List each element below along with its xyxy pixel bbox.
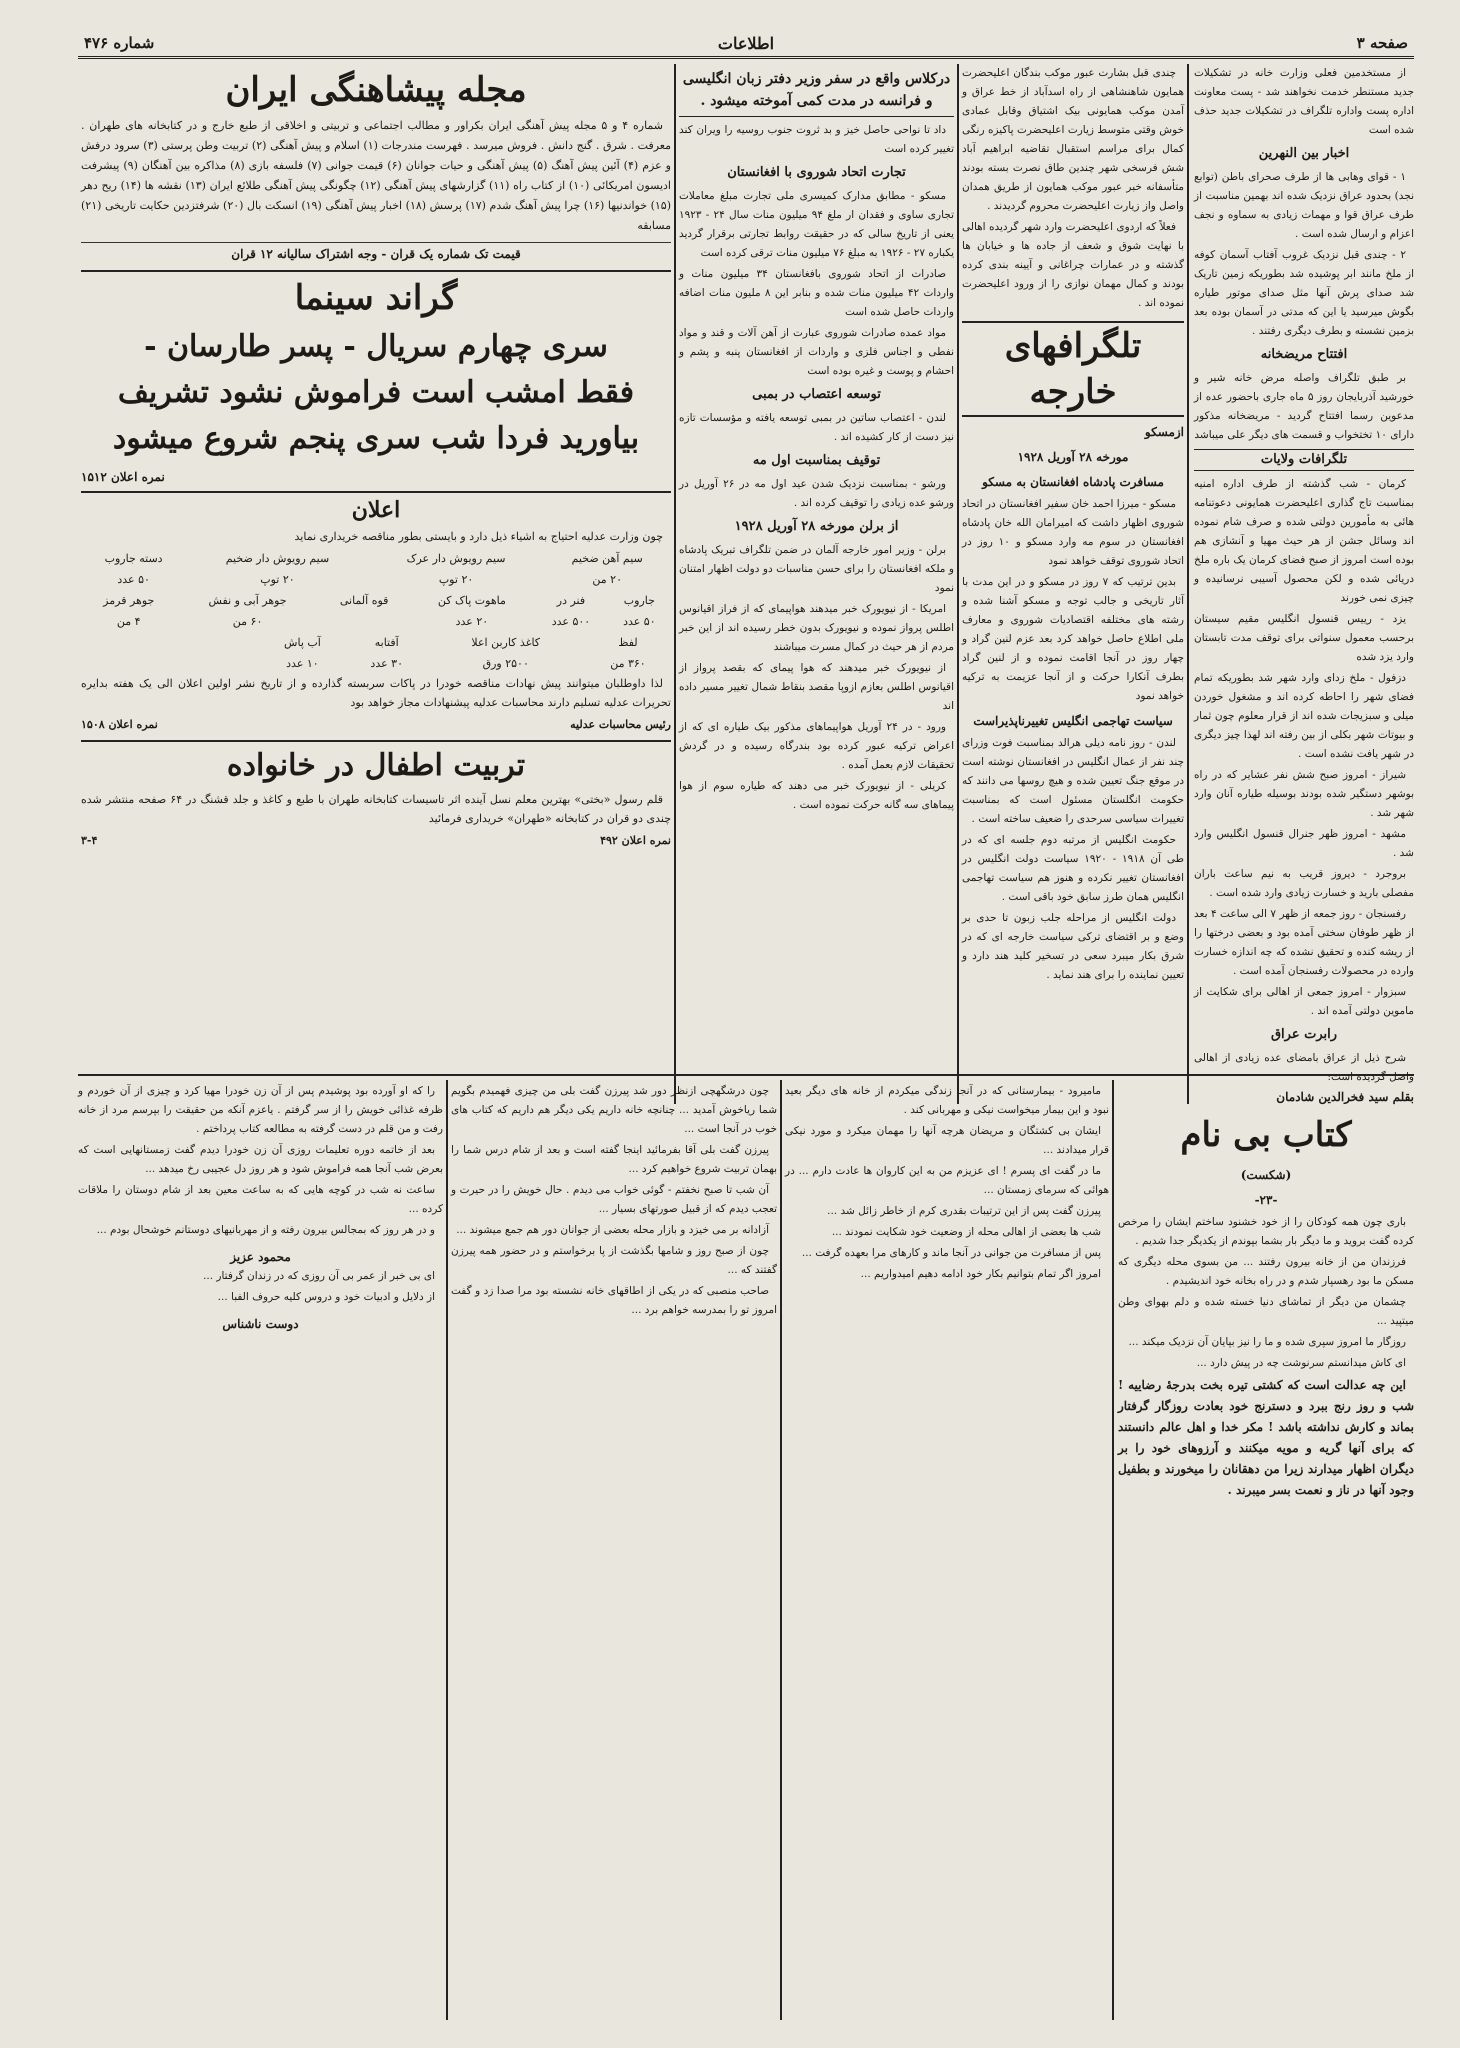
table-cell: ۲۰ توپ [438, 573, 474, 586]
headline: توقیف بمناسبت اول مه [752, 453, 881, 468]
table-cell: فنر در [556, 594, 586, 607]
article-text: از نیویورک خبر میدهند که هوا پیمای که بقصد پرواز از اقیانوس اطلس بعازم ازوپا مقصد بنقاط شمال تغییر مسیر داده اند [679, 662, 954, 712]
family-book-text: قلم رسول «بختی» بهترین معلم نسل آینده اثر تاسیسات کتابخانه طهران با طبع و کاغذ و جلد قشنگ در ۶۴ صفحه منتشر شده چندی دو قران در کتابخانه «طهران» خریداری فرمائید [81, 793, 671, 825]
article-text: ۱ - قوای وهابی ها از طرف صحرای باطن (توابع نجد) بحدود عراق نزدیک شده اند بهمین مناسبت از طرف عراق قوا و مهمات زیادی به سماوه و نجف اعزام و ارسال شده است . [1194, 171, 1414, 240]
items-table [258, 632, 671, 674]
headline: تلگرافات ولایات [1194, 449, 1414, 471]
cinema-title: گراند سینما [294, 278, 458, 318]
article-text: پیرزن گفت پس از این ترتیبات بقدری کرم از خاطر زائل شد ... [827, 1205, 1101, 1217]
table-cell: آب پاش [284, 636, 321, 649]
book-serial [1118, 1082, 1414, 2017]
book-subtitle: (شکست) [1240, 1168, 1292, 1182]
cinema-line: فقط امشب است فراموش نشود تشریف [117, 375, 635, 410]
article-text: کریلی - از نیویورک خبر می دهند که طیاره سوم از هوا پیماهای سه گانه حرکت نموده است . [679, 780, 954, 811]
article-text: از دلایل و ادبیات خود و دروس کلیه حروف الفبا ... [217, 1291, 435, 1303]
article-text: امروز اگر تمام بتوانیم بکار خود ادامه دهیم امیدواریم ... [860, 1268, 1101, 1280]
article-text: لندن - اعتصاب ساتین در بمبی توسعه یافته و مؤسسات تازه نیز دست از کار کشیده اند . [679, 412, 954, 443]
table-cell: کاغذ کاربن اعلا [471, 636, 541, 649]
column-1 [1194, 64, 1414, 1083]
article-text: باری چون همه کودکان را از خود خشنود ساختم ایشان را مرخص کرده گفت بروید و ما دیگر بار بشما بپوندم از یکدیگر جدا شدیم . [1118, 1216, 1414, 1247]
article-text: ای کاش میدانستم سرنوشت چه در پیش دارد ... [1196, 1357, 1406, 1369]
masthead [78, 30, 1414, 59]
table-cell: ۱۰ عدد [286, 657, 319, 670]
table-cell: سیم رویوش دار عرک [406, 552, 506, 565]
article-text: مسکو - مطابق مدارک کمیسری ملی تجارت مبلغ معاملات تجاری ساوی و فقدان ار ملغ ۹۴ میلیون منات سال ۲۴ - ۱۹۲۳ یعنی از تاریخ سالی که در حقیقت روابط تجارتی برقرار گردید یکباره ۲۷ - ۱۹۲۶ به مبلغ ۷۶ میلیون منات ترقی کرده است [679, 190, 954, 259]
article-text: حکومت انگلیس از مرتبه دوم جلسه ای که در طی آن ۱۹۱۸ - ۱۹۲۰ سیاست دولت انگلیس در افغانستان تغییر نکرده و هنوز هم سیاست تهاجمی انگلیس همان طرز سابق خود باقی است . [962, 834, 1185, 903]
notice-signature [81, 715, 671, 734]
article-text: ایشان بی کشتگان و مریضان هرچه آنها را مهمان میکرد و مورد نیکی قرار میدادند ... [785, 1125, 1109, 1156]
article-text: ورشو - بمناسبت نزدیک شدن عید اول مه در ۲۶ آوریل در ورشو عده زیادی را توقیف کرده اند . [679, 478, 954, 509]
headline: تجارت اتحاد شوروی با افغانستان [727, 165, 906, 180]
magazine-title: مجله پیشاهنگی ایران [225, 70, 527, 110]
table-cell: ۲۰ عدد [455, 615, 489, 628]
table-cell: ۳۰ عدد [370, 657, 403, 670]
article-text: چون از صبح روز و شامها بگذشت از پا برخواستم و در حضور همه پیرزن گفتند که ... [451, 1245, 777, 1276]
article-text: دولت انگلیس از مراحله جلب زبون تا حدی بر وضع و بر اقتضای ترکی سیاست خارجه ای که در شرق بکار میبرد سعی در تسخیر کلید هند دارد و تعیین نماینده را برای هند نماید . [962, 912, 1184, 981]
story-column [78, 1082, 443, 2017]
article-text: رفسنجان - روز جمعه از ظهر ۷ الی ساعت ۴ بعد از ظهر طوفان سختی آمده بود و بعضی درختها را از ریشه کنده و تحقیق نشده که چه اندازه خسارت وارده در محصولات رفسنجان آمده است . [1194, 908, 1414, 977]
column-rule [1112, 1080, 1114, 2020]
ad-number: نمره اعلان ۴۹۲ [600, 834, 671, 847]
article-text: بروجرد - دیروز قریب به نیم ساعت باران مفصلی بارید و خسارت زیادی وارد شده است . [1194, 868, 1414, 899]
article-text: چون درشگهچی ازنظر دور شد پیرزن گفت بلی من چیزی فهمیدم بگویم شما ریاخوش آمدید ... چنانچه خانه داریم یکی دیگر هم داریم که کتاب های خوب در آنجا است ... [451, 1085, 777, 1135]
table-cell: ۲۵۰۰ ورق [482, 657, 529, 670]
article-text: صاحب منصبی که در یکی از اطاقهای خانه نشسته بود مرا صدا زد و گفت امروز تو را بمدرسه خواهم برد ... [451, 1285, 777, 1316]
article-text: لندن - روز نامه دیلی هرالد بمناسبت فوت وزرای چند نفر از عمال انگلیس در افغانستان نوشته است در موقع جنگ تعیین شده و هیچ روسها می دانند که حکومت انگلستان مسئول است که بمناسبت تغییرات سیاسی سرحدی را ضعیف ساخته است . [962, 737, 1184, 825]
article-text: پیرزن گفت بلی آقا بفرمائید اینجا گفته است و بعد از شام درس شما را بهمان تربیت شروع خواهیم کرد ... [451, 1144, 777, 1175]
article-text: یزد - رییس قنسول انگلیس مقیم سیستان برحسب معمول سنواتی برای توقف مدت تابستان وارد یزد شده [1194, 613, 1414, 663]
items-table [81, 548, 671, 590]
headline: اخبار بین النهرین [1258, 146, 1350, 161]
newspaper-page [78, 30, 1414, 2025]
article-text: فرزندان من از خانه بیرون رفتند ... من بسوی محله دیگری که مسکن ما بود رهسپار شدم و در راه بخانه خود اندیشیدم . [1118, 1256, 1414, 1287]
column-rule [674, 64, 676, 1104]
article-text: شرح ذیل از عراق بامضای عده زیادی از اهالی واصل گردیده است: [1194, 1052, 1414, 1083]
column-rule [1187, 64, 1189, 1104]
items-table [81, 590, 671, 632]
article-text: ای بی خبر از عمر بی آن روزی که در زندان گرفتار ... [203, 1270, 435, 1282]
table-cell: ۶۰ من [232, 615, 263, 628]
dateline: ازمسکو [1144, 425, 1184, 439]
article-text: شیراز - امروز صبح شش نفر عشایر که در راه بوشهر دستگیر شده بودند بوسیله طیاره آنان وارد شهر شد . [1194, 769, 1414, 819]
article-text: چندی قبل بشارت عبور موکب بندگان اعلیحضرت همایون شاهنشاهی از راه اسدآباد از خط عراق و آمدن موکب همایونی بیک اشتیاق وقابل عمادی خوش وقتی متوسط زیارت اعلیحضرت پاکیزه رنگی کمال برای مراسم استقبال تقاضیه ابراهیم آباد شش فرسخی شهر چندین طاق نصرت بسته بودند متأسفانه خبر عبور موکب همایون از طریق همدان واصل واز زیارت اعلیحضرت محروم گردیدند . [962, 67, 1184, 212]
column-3 [679, 64, 954, 1069]
notice-title: اعلان [351, 497, 401, 523]
cinema-line: بیاورید فردا شب سری پنجم شروع میشود [112, 421, 640, 456]
article-text: چشمان من دیگر از تماشای دنیا خسته شده و دلم بهوای وطن میتپید ... [1118, 1296, 1414, 1327]
table-cell: ۲۰ من [592, 573, 622, 586]
cinema-line: سری چهارم سریال - پسر طارسان - [144, 329, 608, 364]
table-cell: جوهر آبی و نفش [208, 594, 287, 607]
headline: از برلن مورخه ۲۸ آوریل ۱۹۲۸ [734, 519, 899, 534]
table-cell: لفظ [618, 636, 638, 649]
headline: رابرت عراق [1270, 1027, 1338, 1042]
signature: رئیس محاسبات عدلیه [570, 718, 671, 731]
article-text: مامیرود - بیمارستانی که در آنجا زندگی میکردم از خانه های دیگر بعید نبود و این بیمار میخواست نیکی و مهربانی کند . [785, 1085, 1109, 1116]
table-cell: آفتابه [374, 636, 399, 649]
book-title: کتاب بی نام [1180, 1115, 1352, 1155]
table-cell: ماهوت پاک کن [437, 594, 506, 607]
table-cell: سیم رویوش دار ضخیم [225, 552, 330, 565]
article-text: بر طبق تلگراف واصله مرض خانه شیر و خورشید آذربایجان روز ۵ ماه جاری باحضور عده از مدعوین رسما افتتاح گردید - مریضخانه مذکور دارای ۱۰ تختخواب و قسمت های دیگر علی میباشد [1194, 372, 1414, 441]
article-text: مسکو - میرزا احمد خان سفیر افغانستان در اتحاد شوروی اظهار داشت که امیرامان الله خان پادشاه افغانستان در سوم مه وارد مسکو و ۱۰ روز در اتحاد شوروی توقف خواهد نمود [962, 498, 1184, 567]
table-cell: ۵۰ عدد [623, 615, 656, 628]
article-text: صادرات از اتحاد شوروی بافغانستان ۳۴ میلیون منات و واردات ۴۲ میلیون منات شده و بنابر این ۸ ملیون منات اضافه واردات حاصل شده است [679, 268, 954, 318]
ad-code: ۳-۴ [81, 834, 98, 847]
magazine-text: شماره ۴ و ۵ مجله پیش آهنگی ایران بکراور و مطالب اجتماعی و تربیتی و اخلاقی از طبع خارج و در کتابخانه های طهران . معرفت . شرق . گنج دانش . فروش میرسد . فهرست مندرجات (۱) اسلام و پیش آهنگی (۲) تربیت وطن پرستی (۳) سرود درفش و عزم (۴) آئین پیش آهنگ (۵) پیش آهنگی و حیات جوانان (۶) قیمت جوانی (۷) فلسفه بازی (۸) مذاکره بین آهنگان (۹) پیشرفت ادیسون امریکائی (۱۰) از کتاب راه (۱۱) گزارشهای پیش آهنگی (۱۲) چگونگی پیش آهنگی طلائع ایران (۱۳) نقشه ها (۱۴) ریح دهر (۱۵) خواندنیها (۱۶) چرا پیش آهنگ شدم (۱۷) پرسش (۱۸) اخبار پیش آهنگی (۱۹) انسکت بال (۲۰) شرفتزدین حکایت تاریخی (۲۱) مسابقه [81, 119, 672, 232]
ads-block [81, 64, 671, 1069]
article-text: بعد از خاتمه دوره تعلیمات روزی آن زن خودرا دیدم گفت زمستانهایی است که بعرض شب آنجا همه فراموش شود و هر روز دل عجیبی رخ میدهد ... [78, 1144, 443, 1175]
article-text: روزگار ما امروز سپری شده و ما را نیز بپایان آن نزدیک میکند ... [1128, 1336, 1406, 1348]
table-cell: ۵۰ عدد [117, 573, 150, 586]
article-text: را که او آورده بود پوشیدم پس از آن زن خودرا مهیا کرد و چیزی از آن خوردم و ظرفه غذائی خویش را از سر گرفتم . یاعزم آنکه من حقیقت را بپرسم مرد از خانه رفت و من قلم در دست گرفته به مطالعه کتاب پرداختم . [78, 1085, 443, 1135]
article-text: از مستخدمین فعلی وزارت خانه در تشکیلات جدید مستنطر خدمت نخواهند شد - پست معاونت اداره پست واداره تلگراف در تشکیلات جدید حذف شده است [1194, 67, 1414, 136]
table-cell: قوه آلمانی [339, 594, 389, 607]
article-text: ۲ - چندی قبل نزدیک غروب آفتاب آسمان کوفه از ملخ مانند ابر پوشیده شد بطوریکه زمین تاریک شد صدای پرش آنها مثل صدای موتور طیاره بگوش میرسید یا این که مدتی در آسمان بوده بعد بزمین نشسته و بطرف دیگری رفتند . [1194, 249, 1414, 337]
article-text: آن شب تا صبح نخفتم - گوئی خواب می دیدم . حال خویش را در حیرت و تعجب دیدم که از قبیل صورتهای بسیار ... [451, 1184, 777, 1215]
author-signature: دوست ناشناس [222, 1317, 299, 1331]
article-text: ورود - در ۲۴ آوریل هواپیماهای مذکور بیک طیاره ای که از اعراض ترکیه عبور کرده بود بندرگاه رسیده و در گردش تحقیقات لازم بعمل آمده . [679, 721, 954, 771]
subheadline: مسافرت پادشاه افغانستان به مسکو [982, 475, 1164, 489]
column-rule [957, 64, 959, 1104]
table-cell: سیم آهن ضخیم [571, 552, 643, 565]
foreign-telegrams-headline: تلگرافهای خارجه [962, 321, 1184, 417]
magazine-price: قیمت تک شماره یک قران - وجه اشتراک سالیانه ۱۲ قران [81, 242, 671, 264]
table-cell: ۴ من [116, 615, 141, 628]
article-text: سبزوار - امروز جمعی از اهالی برای شکایت از ماموین دولتی آمده اند . [1194, 986, 1414, 1017]
headline: درکلاس واقع در سفر وزیر دفتر زبان انگلیسی و فرانسه در مدت کمی آموخته میشود . [679, 68, 954, 117]
table-cell: جاروب [623, 594, 655, 607]
column-rule [780, 1080, 782, 2020]
table-cell: جوهر قرمز [103, 594, 155, 607]
article-text: ما در گفت ای پسرم ! ای عزیزم من به این کاروان ها عادت دارم ... در هوائی که سرمای زمستان ... [785, 1165, 1109, 1196]
story-column [785, 1082, 1109, 2017]
article-text: ساعت نه شب در کوچه هایی که به ساعت معین بعد از شام دوستان را ملاقات کرده ... [78, 1184, 443, 1215]
article-text: شب ها بعضی از اهالی محله از وضعیت خود شکایت نمودند ... [831, 1226, 1101, 1238]
story-column [451, 1082, 777, 2017]
article-text: کرمان - شب گذشته از طرف اداره امنیه بمناسبت تاج گذاری اعلیحضرت همایونی دعوتنامه هائی به مأمورین دولتی شده و صرف شام نموده اند وسائل جشن از هر حیث مهیا و آنشازی هم بوده است امروز از صبح فضای کرمان یک باره ملخ دریائی شده و لکن محصول آسیبی نرسانیده و چیزی نمی خورند [1194, 478, 1414, 604]
article-text: پس از مسافرت من جوانی در آنجا ماند و کارهای مرا بعهده گرفت ... [801, 1247, 1101, 1259]
article-text: دزفول - ملخ زدای وارد شهر شد بطوریکه تمام فضای شهر را احاطه کرده اند و مشغول خوردن میلی و سبزیجات شده اند از قرار معلوم چون ثمار و بیوتات شهر بکلی از بین رفته اند لهذا چیز دیگری در شهر یافت نشده است . [1194, 672, 1414, 760]
dateline: مورخه ۲۸ آوریل ۱۹۲۸ [1017, 450, 1129, 464]
article-text: آزادانه بر می خیزد و بازار محله بعضی از جوانان دور هم جمع میشوند ... [456, 1224, 769, 1236]
headline: افتتاح مریضخانه [1260, 347, 1348, 362]
column-rule [446, 1080, 448, 2020]
issue-number: شماره ۴۷۶ [84, 34, 155, 52]
table-cell: ۲۰ توپ [260, 573, 295, 586]
author-signature: محمود عزیز [230, 1250, 291, 1264]
article-text: فعلاً که اردوی اعلیحضرت وارد شهر گردیده اهالی با نهایت شوق و شعف از جاده ها و خیابان ها گذشته و در عمارات چراغانی و آیینه بندی کرده بودند و کمال مهمان نوازی را از ورود اعلیحضرت نموده اند . [962, 221, 1184, 309]
byline: بقلم سید فخرالدین شادمان [1276, 1090, 1414, 1104]
bold-passage: این چه عدالت است که کشتی تیره بخت بدرجهٔ رضاییه ! شب و روز رنج ببرد و دسترنج خود بعادت روزگار گرفتار بماند و کارش نداشته باشد ! مکر خدا و اهل عالم دانستند که برای آنها گریه و مویه میکنند و آرزوهای خود را بر دیگران اظهار میدارند زیرا من دهقانان را میخورند و بطفیل وجود آنها در ناز و نعمت بسر میبرند . [1118, 1378, 1414, 1497]
article-text: برلن - وزیر امور خارجه آلمان در ضمن تلگراف تبریک پادشاه و ملکه افغانستان را برای حسن مناسبات دو دولت اظهار امتنان نمود [679, 544, 954, 594]
article-text: بدین ترتیب که ۷ روز در مسکو و در این مدت با آثار تاریخی و جالب توجه و مسکو آشنا شده و رشته های مختلفه اقتصادیات شوروی و معارف ملی اطلاع حاصل خواهد کرد بعد عزم لنین گراد و چهار روز در آنجا اقامت نموده و از لنین گراد بطرف آنکارا حرکت و از آنجا عزیمت به ترکیه خواهد نمود [962, 576, 1184, 702]
notice-text: لذا داوطلبان میتوانند پیش نهادات مناقصه خودرا در پاکات سربسته گذارده و از تاریخ نشر اولین اعلان الی یک هفته بدایره تحریرات عدلیه تسلیم دارند محاسبات عدلیه پیشنهادات مجاز خواهد بود [81, 677, 671, 709]
table-cell: ۵۰۰ عدد [551, 615, 591, 628]
article-text: مواد عمده صادرات شوروی عبارت از آهن آلات و قند و مواد نفطی و اجناس فلزی و واردات از افغانستان پنبه و پشم و احشام و پوست و غیره بوده است [679, 327, 954, 377]
column-2 [962, 64, 1184, 1069]
table-cell: دسته جاروب [104, 552, 163, 565]
article-text: داد تا نواحی حاصل خیز و بد ثروت جنوب روسیه را ویران کند تغییر کرده است [679, 124, 954, 155]
ad-number: نمره اعلان ۱۵۰۸ [81, 718, 158, 731]
paper-name: اطلاعات [717, 33, 775, 53]
page-number: صفحه ۳ [1356, 34, 1408, 52]
notice-text: چون وزارت عدلیه احتیاج به اشیاء ذیل دارد و بایستی بطور مناقصه خریداری نماید [294, 530, 663, 543]
installment-number: -۲۳- [1254, 1193, 1278, 1207]
table-cell: ۳۶۰ من [610, 657, 646, 670]
subheadline: سیاست تهاجمی انگلیس تغییرناپذیراست [973, 714, 1173, 728]
ad-footer [81, 831, 671, 850]
family-book-title: تربیت اطفال در خانواده [226, 748, 526, 783]
headline: توسعه اعتصاب در بمبی [752, 387, 881, 402]
ad-number: نمره اعلان ۱۵۱۲ [81, 470, 165, 484]
article-text: امریکا - از نیویورک خبر میدهند هواپیمای که از فراز اقیانوس اطلس پرواز نموده و نیویورک بدون خطر رسیده اند از این خبر مردم از هر حیث در کمال مسرت میباشند [679, 603, 954, 653]
article-text: و در هر روز که بمجالس بیرون رفته و از مهربانیهای دوستانم خوشحال بودم ... [96, 1224, 435, 1236]
article-text: مشهد - امروز ظهر جنرال قنسول انگلیس وارد شد . [1194, 828, 1414, 859]
